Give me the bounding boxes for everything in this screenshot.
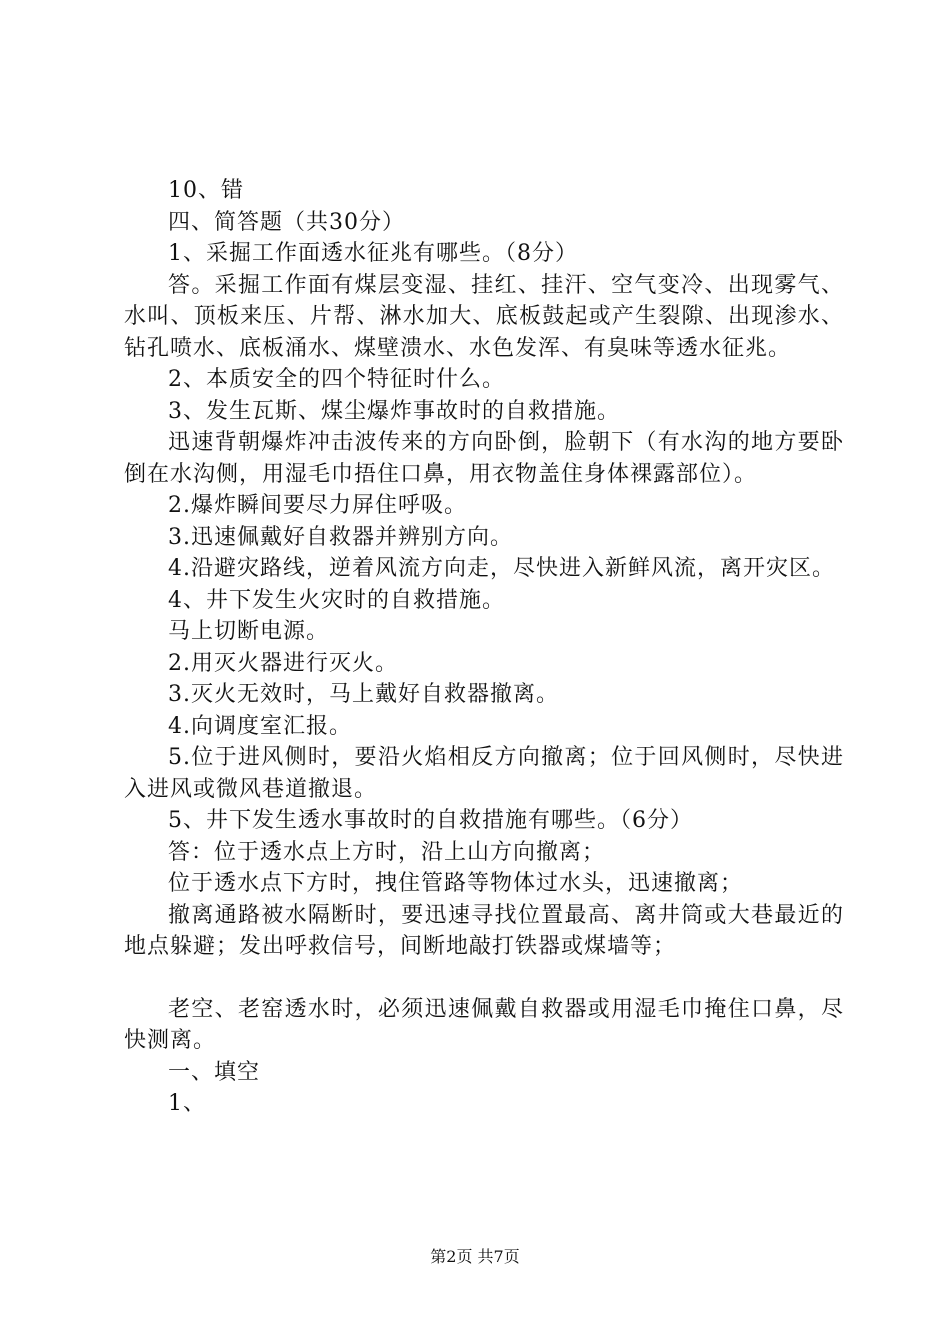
section-heading: 四、简答题（共30分） [168,209,405,235]
question: 4、井下发生火灾时的自救措施。 [168,587,505,613]
answer: 3.灭火无效时，马上戴好自救器撤离。 [168,682,559,707]
answer: 答。采掘工作面有煤层变湿、挂红、挂汗、空气变冷、出现雾气、水叫、顶板来压、片帮、淋水加大、底板鼓起或产生裂隙、出现渗水、钻孔喷水、底板涌水、煤壁溃水、水色发浑、有臭味等透水征兆。 [124,272,844,361]
answer: 4.向调度室汇报。 [168,713,352,739]
answer: 4.沿避灾路线，逆着风流方向走，尽快进入新鲜风流，离开灾区。 [168,556,835,581]
answer: 2.爆炸瞬间要尽力屏住呼吸。 [168,493,467,518]
paragraph: 10、错 [168,178,244,203]
paragraph: 1、 [168,1091,206,1116]
answer: 答：位于透水点上方时，沿上山方向撤离； [168,839,606,865]
answer: 5.位于进风侧时，要沿火焰相反方向撤离；位于回风侧时，尽快进入进风或微风巷道撤退。 [124,745,844,802]
question: 1、采掘工作面透水征兆有哪些。（8分） [168,241,578,266]
answer: 3.迅速佩戴好自救器并辨别方向。 [168,524,513,550]
answer: 老空、老窑透水时，必须迅速佩戴自救器或用湿毛巾掩住口鼻，尽快测离。 [124,996,844,1053]
answer: 2.用灭火器进行灭火。 [168,650,398,676]
document-body [124,175,844,1120]
question: 2、本质安全的四个特征时什么。 [168,367,505,392]
answer: 位于透水点下方时，拽住管路等物体过水头，迅速撤离； [168,871,744,896]
section-heading: 一、填空 [168,1059,261,1085]
page-number: 第2页 共7页 [430,1247,520,1266]
answer: 撤离通路被水隔断时，要迅速寻找位置最高、离井筒或大巷最近的地点躲避；发出呼救信号，间断地敲打铁器或煤墙等； [124,902,844,959]
answer: 迅速背朝爆炸冲击波传来的方向卧倒，脸朝下（有水沟的地方要卧倒在水沟侧，用湿毛巾捂住口鼻，用衣物盖住身体裸露部位）。 [124,430,844,487]
question: 5、井下发生透水事故时的自救措施有哪些。（6分） [168,808,693,833]
question: 3、发生瓦斯、煤尘爆炸事故时的自救措施。 [168,398,620,424]
answer: 马上切断电源。 [168,619,330,644]
